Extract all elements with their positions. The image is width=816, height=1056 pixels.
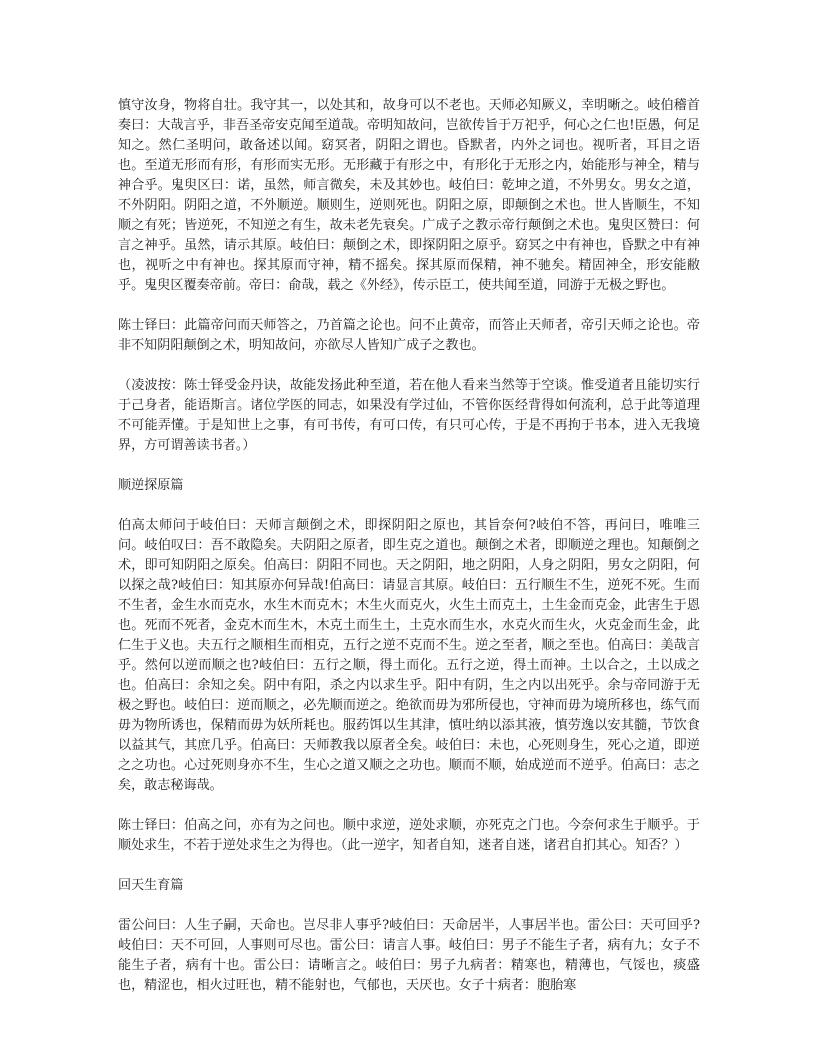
paragraph-commentary-chen-2: 陈士铎曰：伯高之问，亦有为之问也。顺中求逆，逆处求顺，亦死克之门也。今奈何求生于顺乎。于顺处求生，不若于逆处求生之为得也。（此一逆字，知者自知，迷者自迷，诸君自扪其心。知否？） — [118, 818, 700, 853]
paragraph-dialogue-intro: 慎守汝身，物将自壮。我守其一，以处其和，故身可以不老也。天师必知厥义，幸明晰之。岐伯稽首奏曰：大哉言乎，非吾圣帝安克闻至道哉。帝明知故问，岂欲传旨于万祀乎，何心之仁也!臣愚，何足知之。然仁圣明问，敢备述以闻。窈冥者，阴阳之谓也。昏默者，内外之词也。视听者，耳目之语也。至道无形而有形，有形而实无形。无形藏于有形之中，有形化于无形之内，始能形与神全，精与神合乎。鬼臾区曰：诺，虽然，师言微矣，未及其妙也。岐伯曰：乾坤之道，不外男女。男女之道，不外阴阳。阴阳之道，不外顺逆。顺则生，逆则死也。阴阳之原，即颠倒之术也。世人皆顺生，不知顺之有死；皆逆死，不知逆之有生，故未老先衰矣。广成子之教示帝行颠倒之术也。鬼臾区赞曰：何言之神乎。虽然，请示其原。岐伯曰：颠倒之术，即探阴阳之原乎。窈冥之中有神也，昏默之中有神也，视听之中有神也。探其原而守神，精不摇矣。探其原而保精，神不驰矣。精固神全，形安能敝乎。鬼臾区覆奏帝前。帝曰：俞哉，载之《外经》，传示臣工，使共闻至道，同游于无极之野也。 — [118, 98, 700, 293]
section-heading-shunni: 顺逆探原篇 — [118, 478, 184, 493]
paragraph-huitian-dialogue: 雷公问曰：人生子嗣，天命也。岂尽非人事乎?岐伯曰：天命居半，人事居半也。雷公曰：天可回乎?岐伯曰：天不可回，人事则可尽也。雷公曰：请言人事。岐伯曰：男子不能生子者，病有九；女子不能生子者，病有十也。雷公曰：请晰言之。岐伯曰：男子九病者：精寒也，精薄也，气馁也，痰盛也，精涩也，相火过旺也，精不能射也，气郁也，天厌也。女子十病者：胞胎寒 — [118, 918, 700, 993]
paragraph-note-lingbo: （凌波按：陈士铎受金丹诀，故能发扬此种至道，若在他人看来当然等于空谈。惟受道者且能切实行于己身者，能语斯言。诸位学医的同志，如果没有学过仙，不管你医经背得如何流利，总于此等道理不可能弄懂。于是知世上之事，有可书传，有可口传，有只可心传，于是不再拘于书本，进入无我境界，方可谓善读书者。） — [118, 378, 700, 453]
paragraph-shunni-dialogue: 伯高太师问于岐伯曰：天师言颠倒之术，即探阴阳之原也，其旨奈何?岐伯不答，再问曰，唯唯三问。岐伯叹曰：吾不敢隐矣。夫阴阳之原者，即生克之道也。颠倒之术者，即顺逆之理也。知颠倒之术，即可知阴阳之原矣。伯高曰：阴阳不同也。天之阴阳，地之阴阳，人身之阴阳，男女之阴阳，何以探之哉?岐伯曰：知其原亦何异哉!伯高曰：请显言其原。岐伯曰：五行顺生不生，逆死不死。生而不生者，金生水而克水，水生木而克木；木生火而克火，火生土而克土，土生金而克金，此害生于恩也。死而不死者，金克木而生木，木克土而生土，土克水而生水，水克火而生火，火克金而生金，此仁生于义也。夫五行之顺相生而相克，五行之逆不克而不生。逆之至者，顺之至也。伯高曰：美哉言乎。然何以逆而顺之也?岐伯曰：五行之顺，得土而化。五行之逆，得土而神。土以合之，土以成之也。伯高曰：余知之矣。阴中有阳，杀之内以求生乎。阳中有阴，生之内以出死乎。余与帝同游于无极之野也。岐伯曰：逆而顺之，必先顺而逆之。绝欲而毋为邪所侵也，守神而毋为境所移也，练气而毋为物所诱也，保精而毋为妖所耗也。服药饵以生其津，慎吐纳以添其液，慎劳逸以安其髓，节饮食以益其气，其庶几乎。伯高曰：天师教我以原者全矣。岐伯曰：未也，心死则身生，死心之道，即逆之之功也。心过死则身亦不生，生心之道又顺之之功也。顺而不顺，始成逆而不逆乎。伯高曰：志之矣，敢志秘诲哉。 — [118, 518, 700, 793]
section-heading-huitian: 回天生育篇 — [118, 878, 184, 893]
paragraph-commentary-chen: 陈士铎曰：此篇帝问而天师答之，乃首篇之论也。问不止黄帝，而答止天师者，帝引天师之论也。帝非不知阴阳颠倒之术，明知故问，亦欲尽人皆知广成子之教也。 — [118, 318, 700, 353]
document-page — [118, 96, 700, 1016]
